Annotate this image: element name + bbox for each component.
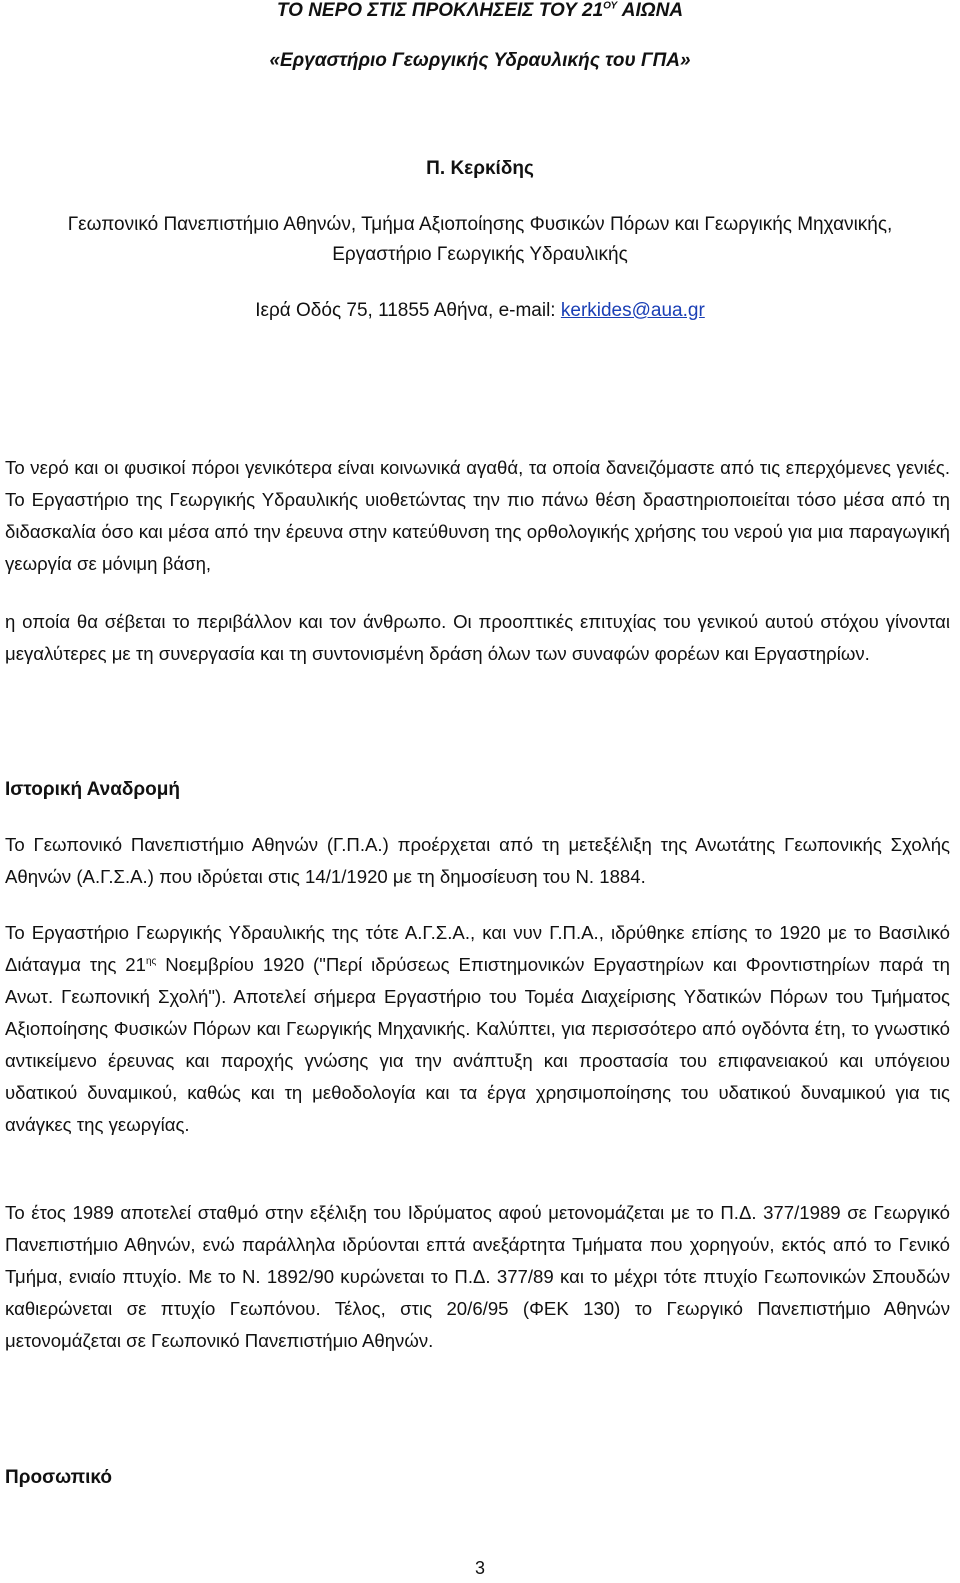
- history-heading: Ιστορική Αναδρομή: [5, 779, 181, 800]
- intro-paragraph-2: η οποία θα σέβεται το περιβάλλον και τον άνθρωπο. Οι προοπτικές επιτυχίας του γενικού αυτού στόχου γίνονται μεγαλύτερες με τη συνεργασία και τη συντονισμένη δράση όλων των συναφών φορέων και Εργαστηρίων.: [5, 611, 950, 664]
- address-text: Ιερά Οδός 75, 11855 Αθήνα, e-mail:: [255, 300, 561, 321]
- history-paragraph-1: Το Γεωπονικό Πανεπιστήμιο Αθηνών (Γ.Π.Α.) προέρχεται από τη μετεξέλιξη της Ανωτάτης Γεωπονικής Σχολής Αθηνών (Α.Γ.Σ.Α.) που ιδρύεται στις 14/1/1920 με τη δημοσίευση του Ν. 1884.: [5, 834, 950, 887]
- address-line: [0, 296, 960, 326]
- document-title: [0, 0, 960, 22]
- document-subtitle: «Εργαστήριο Γεωργικής Υδραυλικής του ΓΠΑ»: [269, 50, 691, 71]
- title-main: ΤΟ ΝΕΡΟ ΣΤΙΣ ΠΡΟΚΛΗΣΕΙΣ ΤΟΥ 21: [276, 0, 604, 21]
- intro-paragraph-1: Το νερό και οι φυσικοί πόροι γενικότερα είναι κοινωνικά αγαθά, τα οποία δανειζόμαστε από τις επερχόμενες γενιές. Το Εργαστήριο της Γεωργικής Υδραυλικής υιοθετώντας την πιο πάνω θέση δραστηριοποιείται τόσο μέσα από τη διδασκαλία όσο και μέσα από την έρευνα στην κατεύθυνση της ορθολογικής χρήσης του νερού για μια παραγωγική γεωργία σε μόνιμη βάση,: [5, 457, 950, 574]
- author-name: Π. Κερκίδης: [426, 158, 534, 179]
- email-link[interactable]: kerkides@aua.gr: [560, 300, 705, 321]
- affiliation-line-2: Εργαστήριο Γεωργικής Υδραυλικής: [332, 244, 628, 265]
- history-p2-start: Το Εργαστήριο Γεωργικής Υδραυλικής της τότε Α.Γ.Σ.Α., και νυν Γ.Π.Α., ιδρύθηκε επίσης το 1920 με το Βασιλικό Διάταγμα της 21: [5, 922, 950, 975]
- title-superscript: ΟΥ: [603, 0, 618, 12]
- history-p2-superscript: ης: [145, 955, 157, 967]
- page-number: 3: [474, 1558, 485, 1578]
- staff-heading: Προσωπικό: [5, 1467, 112, 1488]
- history-p2-end: Νοεμβρίου 1920 ("Περί ιδρύσεως Επιστημονικών Εργαστηρίων και Φροντιστηρίων παρά τη Ανωτ. Γεωπονική Σχολή"). Αποτελεί σήμερα Εργαστήριο του Τομέα Διαχείρισης Υδατικών Πόρων του Τμήματος Αξιοποίησης Φυσικών Πόρων και Γεωργικής Μηχανικής. Καλύπτει, για περισσότερο από ογδόντα έτη, το γνωστικό αντικείμενο έρευνας και παροχής γνώσης για την ανάπτυξη και προστασία του επιφανειακού και υπόγειου υδατικού δυναμικού, καθώς και τη μεθοδολογία και τα έργα χρησιμοποίησης του υδατικού δυναμικού για τις ανάγκες της γεωργίας.: [5, 954, 950, 1135]
- history-paragraph-3: Το έτος 1989 αποτελεί σταθμό στην εξέλιξη του Ιδρύματος αφού μετονομάζεται με το Π.Δ. 377/1989 σε Γεωργικό Πανεπιστήμιο Αθηνών, ενώ παράλληλα ιδρύονται επτά ανεξάρτητα Τμήματα που χορηγούν, εκτός από το Γενικό Τμήμα, ενιαίο πτυχίο. Με το Ν. 1892/90 κυρώνεται το Π.Δ. 377/89 και το μέχρι τότε πτυχίο Γεωπονικών Σπουδών καθιερώνεται σε πτυχίο Γεωπόνου. Τέλος, στις 20/6/95 (ΦΕΚ 130) το Γεωργικό Πανεπιστήμιο Αθηνών μετονομάζεται σε Γεωπονικό Πανεπιστήμιο Αθηνών.: [5, 1202, 950, 1351]
- title-end: ΑΙΩΝΑ: [617, 0, 684, 21]
- history-paragraph-2: [5, 917, 950, 1141]
- affiliation-line-1: Γεωπονικό Πανεπιστήμιο Αθηνών, Τμήμα Αξιοποίησης Φυσικών Πόρων και Γεωργικής Μηχανικής,: [67, 214, 893, 235]
